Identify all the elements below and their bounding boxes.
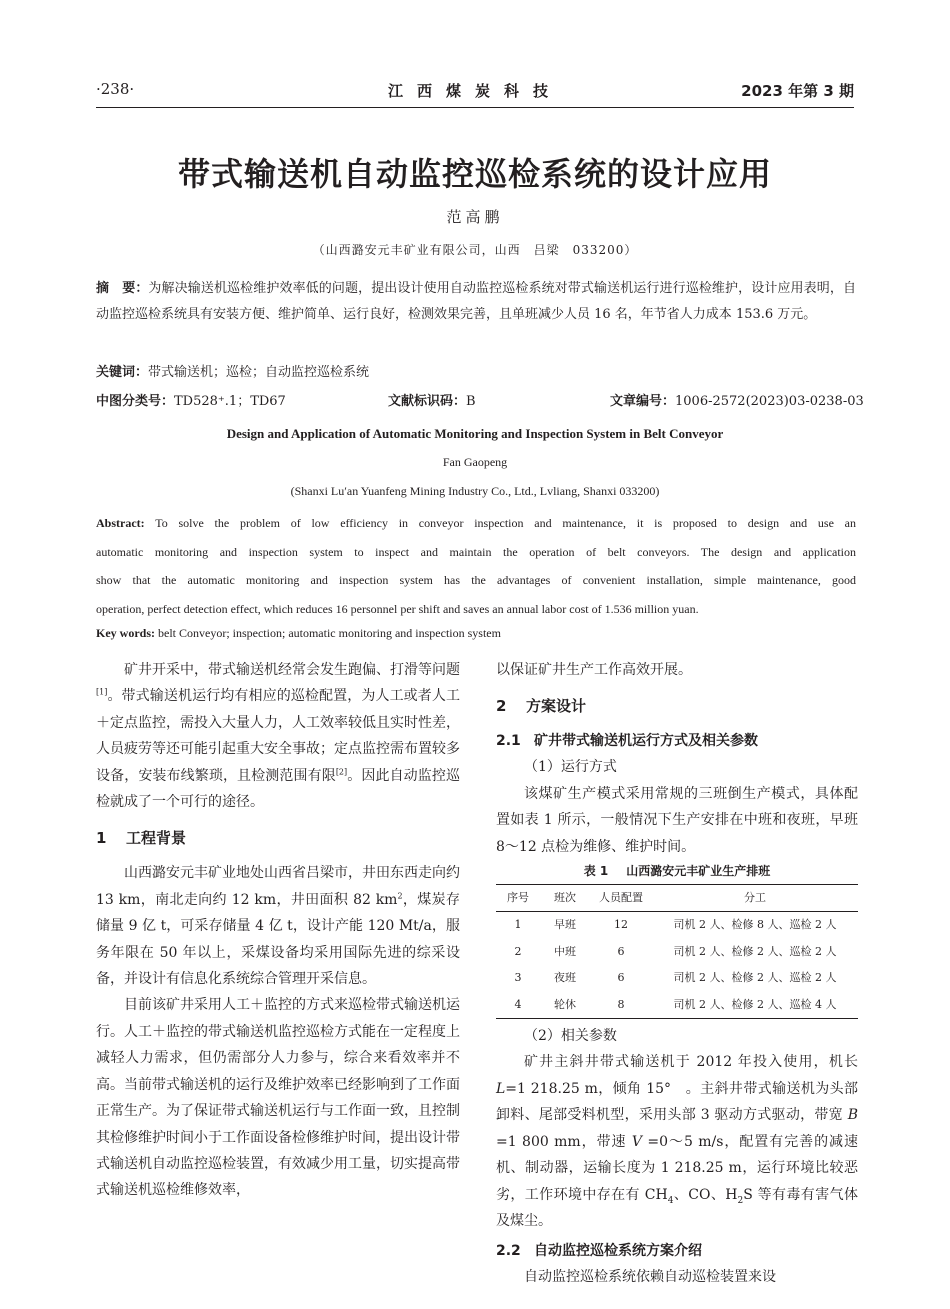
table-cell: 3 bbox=[514, 971, 522, 985]
affiliation-cn: （山西潞安元丰矿业有限公司，山西 吕梁 033200） bbox=[312, 243, 638, 257]
intro-paragraph: 矿井开采中，带式输送机经常会发生跑偏、打滑等问题[1]。带式输送机运行均有相应的巡检配置，为人工或者人工＋定点监控，需投入大量人力，人工效率较低且实时性差，人员疲劳等还可能引起重大安全事故；定点监控需布置较多设备，安装布线繁琐，且检测范围有限[2]。因此自动监控巡检就成了一个可行的途径。 bbox=[96, 662, 461, 811]
abstract-en-line: show that the automatic monitoring and inspection system has the advantages of convenient installation, simple maintenance, good bbox=[96, 573, 856, 587]
abstract-cn-text: 为解决输送机巡检维护效率低的问题，提出设计使用自动监控巡检系统对带式输送机运行进行巡检维护，设计应用表明，自动监控巡检系统具有安装方便、维护简单、运行良好，检测效果完善，且单班减少人员 16 名，年节省人力成本 153.6 万元。 bbox=[96, 281, 856, 322]
table-cell: 轮休 bbox=[540, 992, 590, 1019]
body-right-column bbox=[496, 657, 858, 1291]
article-number bbox=[610, 391, 864, 413]
abstract-en-line: operation, perfect detection effect, which reduces 16 personnel per shift and saves an annual labor cost of 1.536 million yuan. bbox=[96, 601, 699, 616]
table-cell: 12 bbox=[614, 918, 628, 932]
keywords-en bbox=[96, 622, 856, 644]
table-cell: 8 bbox=[590, 992, 652, 1019]
page-number: ·238· bbox=[96, 80, 135, 98]
item-operation-mode: （1）运行方式 bbox=[524, 759, 617, 776]
clc-label: 中图分类号： bbox=[96, 394, 175, 409]
table-cell: 夜班 bbox=[554, 971, 576, 985]
table-cell: 中班 bbox=[554, 944, 576, 958]
table-header-cell: 人员配置 bbox=[590, 885, 652, 912]
table-cell: 司机 2 人、检修 8 人、巡检 2 人 bbox=[673, 918, 837, 932]
title-en: Design and Application of Automatic Monitoring and Inspection System in Belt Conveyor bbox=[226, 426, 724, 441]
section-1-paragraph: 山西潞安元丰矿业地处山西省吕梁市，井田东西走向约 13 km，南北走向约 12 km，井田面积 82 $km^2$，煤炭存储量 9 亿 t，可采存储量 4 亿 t，设计产能 120 Mt/a，服务年限在 50 年以上，采煤设备均采用国际先进的综采设备，并设计有信息化系统综合管理开采信息。 bbox=[96, 865, 460, 988]
continuation-text: 以保证矿井生产工作高效开展。 bbox=[496, 662, 692, 678]
section-2-1-paragraph: 该煤矿生产模式采用常规的三班倒生产模式，具体配置如表 1 所示，一般情况下生产安排在中班和夜班，早班 8～12 点检为维修、维护时间。 bbox=[496, 785, 858, 855]
parameters-paragraph: 矿井主斜井带式输送机于 2012 年投入使用，机长 L=1 218.25 m，倾角 15° 。主斜井带式输送机为头部卸料、尾部受料机型，采用头部 3 驱动方式驱动，带宽 B =1 800 mm，带速 V =0～5 m/s，配置有完善的减速机、制动器，运输长度为 1 218.25 m，运行环境比较恶劣，工作环境中存在有 $CH_4$、CO、$H_2S$ 等有毒有害气体及煤尘。 bbox=[496, 1054, 858, 1229]
section-1-heading: 1 工程背景 bbox=[96, 829, 187, 848]
table-row bbox=[496, 992, 858, 1019]
abstract-en bbox=[96, 509, 856, 623]
section-1-paragraph: 目前该矿井采用人工＋监控的方式来巡检带式输送机运行。人工＋监控的带式输送机监控巡检方式能在一定程度上减轻人力需求，但仍需部分人力参与，综合来看效率并不高。当前带式输送机的运行及维护效率已经影响到了工作面正常生产。为了保证带式输送机运行与工作面一致，且控制其检修维护时间小于工作面设备检修维护时间，提出设计带式输送机自动监控巡检装置，有效减少用工量，切实提高带式输送机巡检维修效率， bbox=[96, 997, 460, 1199]
article-label: 文章编号： bbox=[610, 394, 676, 409]
journal-name: 江西煤炭科技 bbox=[387, 82, 562, 100]
keywords-en-label: Key words: bbox=[96, 626, 155, 640]
keywords-cn-label: 关键词： bbox=[96, 365, 149, 380]
affiliation-en: (Shanxi Lu′an Yuanfeng Mining Industry Co., Ltd., Lvliang, Shanxi 033200) bbox=[290, 484, 660, 498]
clc-value: TD528⁺.1；TD67 bbox=[174, 394, 286, 409]
table-cell: 早班 bbox=[554, 918, 576, 932]
table-header-cell: 班次 bbox=[540, 885, 590, 912]
table-cell: 4 bbox=[496, 992, 540, 1019]
table-cell: 司机 2 人、检修 2 人、巡检 4 人 bbox=[652, 992, 858, 1019]
keywords-cn bbox=[96, 362, 856, 384]
table-row bbox=[496, 965, 858, 991]
doc-value: B bbox=[466, 394, 476, 409]
section-2-heading: 2 方案设计 bbox=[496, 697, 587, 716]
reference-1: [1] bbox=[96, 687, 108, 697]
body-left-column bbox=[96, 657, 460, 1204]
abstract-cn bbox=[96, 276, 856, 328]
section-2-1-heading: 2.1 矿井带式输送机运行方式及相关参数 bbox=[496, 733, 758, 750]
table-header-cell: 分工 bbox=[652, 885, 858, 912]
table-cell: 6 bbox=[617, 971, 625, 985]
keywords-cn-text: 带式输送机；巡检；自动监控巡检系统 bbox=[148, 365, 370, 380]
reference-2: [2] bbox=[335, 766, 348, 776]
author-en: Fan Gaopeng bbox=[442, 455, 508, 469]
table-1-caption: 表 1 山西潞安元丰矿业生产排班 bbox=[583, 864, 771, 879]
abstract-en-label: Abstract: bbox=[96, 516, 145, 530]
table-cell: 1 bbox=[514, 918, 522, 932]
item-parameters: （2）相关参数 bbox=[524, 1028, 617, 1045]
author-cn: 范高鹏 bbox=[446, 208, 504, 226]
issue-label: 2023 年第 3 期 bbox=[741, 82, 854, 100]
table-row bbox=[496, 939, 858, 965]
table-cell: 6 bbox=[617, 944, 625, 958]
abstract-en-line: automatic monitoring and inspection system to inspect and maintain the operation of belt conveyors. The design and application bbox=[96, 544, 856, 559]
document-code bbox=[388, 391, 476, 413]
clc-number bbox=[96, 391, 286, 413]
title-cn: 带式输送机自动监控巡检系统的设计应用 bbox=[177, 155, 772, 193]
table-cell: 2 bbox=[514, 944, 522, 958]
table-header-row bbox=[496, 885, 858, 912]
table-row bbox=[496, 912, 858, 939]
section-2-2-paragraph: 自动监控巡检系统依赖自动巡检装置来设 bbox=[524, 1269, 776, 1286]
abstract-en-line: Abstract: To solve the problem of low efficiency in conveyor inspection and maintenance, it is proposed to design and use an bbox=[96, 516, 856, 530]
keywords-en-text: belt Conveyor; inspection; automatic monitoring and inspection system bbox=[158, 626, 501, 640]
table-header-cell: 序号 bbox=[496, 885, 540, 912]
table-cell: 司机 2 人、检修 2 人、巡检 2 人 bbox=[673, 944, 837, 958]
section-2-2-heading: 2.2 自动监控巡检系统方案介绍 bbox=[496, 1243, 702, 1260]
running-header bbox=[96, 80, 854, 104]
table-1 bbox=[496, 884, 858, 1019]
abstract-cn-label: 摘 要： bbox=[96, 281, 149, 296]
header-rule bbox=[96, 107, 854, 108]
article-value: 1006-2572(2023)03-0238-03 bbox=[675, 394, 864, 409]
doc-label: 文献标识码： bbox=[388, 394, 467, 409]
table-cell: 司机 2 人、检修 2 人、巡检 2 人 bbox=[673, 971, 837, 985]
